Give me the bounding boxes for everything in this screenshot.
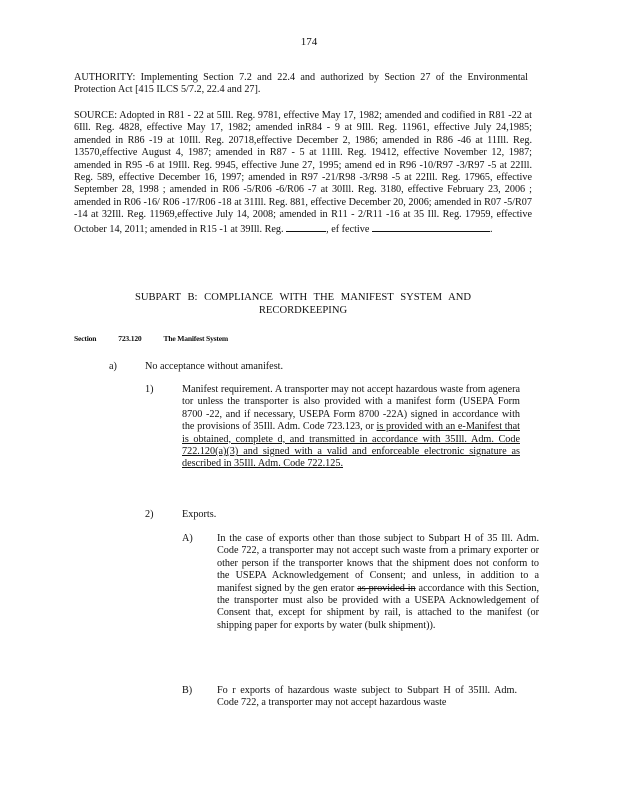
subpart-heading (74, 291, 532, 317)
subpart-line-1: SUBPART B: COMPLIANCE WITH THE MANIFEST SYSTEM AND (134, 292, 472, 303)
para-a2A-struck-text: as provided in (357, 582, 416, 594)
authority-note: AUTHORITY: Implementing Section 7.2 and 22.4 and authorized by Section 27 of the Environmental Protection Act [415 ILCS 5/7.2, 22.4 and 27]. (74, 72, 528, 96)
page-number: 174 (300, 36, 318, 48)
para-a2-text: Exports. (182, 509, 217, 520)
section-number: 723.120 (118, 334, 142, 343)
section-title: The Manifest System (163, 334, 229, 343)
source-tail: , ef fective (326, 223, 370, 235)
source-end: . (489, 223, 493, 235)
blank-line (372, 222, 490, 232)
para-a2A-text (217, 533, 539, 632)
section-heading (74, 333, 250, 345)
para-a-label: a) (109, 361, 117, 372)
source-text: SOURCE: Adopted in R81 - 22 at 5Ill. Reg. 9781, effective May 17, 1982; amended and codified in R81 -22 at 6Ill. Reg. 4828, effective May 17, 1982; amended inR84 - 9 at 9Ill. Reg. 11961, effective July 24,1985; amended in R86 -19 at 10Ill. Reg. 20718,effective December 2, 1986; amended in R86 -46 at 11Ill. Reg. 13570,effective August 4, 1987; amended in R87 - 5 at 11Ill. Reg. 19412, effective November 12, 1987; amended in R95 -6 at 19Ill. Reg. 9945, effective June 27, 1995; amend ed in R96 -10/R97 -3/R97 -5 at 22Ill. Reg. 589, effective December 16, 1997; amended in R97 -21/R98 -3/R98 -5 at 22Ill. Reg. 17965, effective September 28, 1998 ; amended in R06 -5/R06 -6/R06 -7 at 30Ill. Reg. 3180, effective February 23, 2006 ; amended in R06 -16/ R06 -17/R06 -18 at 31Ill. Reg. 881, effective December 20, 2006; amended in R07 -5/R07 -14 at 32Ill. Reg. 11969,effective July 14, 2008; amended in R11 - 2/R11 -16 at 35 Ill. Reg. 17959, effective October 14, 2011; amended in R15 -1 at 39Ill. Reg. (74, 110, 532, 235)
para-a2-label: 2) (145, 509, 154, 520)
para-a2A-label: A) (182, 533, 193, 544)
para-a1-inserted-text: is provided with an e-Manifest that is obtained, complete d, and transmitted in accordance with 35Ill. Adm. Code 722.120(a)(3) and signed with a valid and enforceable electronic signature as described in 35Ill. Adm. Code 722.125 (182, 421, 520, 470)
para-a1-end: . (340, 458, 343, 470)
para-a1-plain: Manifest requirement. A transporter may not accept hazardous waste from agenera tor unless the transporter is also provided with a manifest form (USEPA Form 8700 -22, and if necessary, USEPA Form 8700 -22A) signed in accordance with the provisions of 35Ill. Adm. Code 723.123 (182, 384, 520, 433)
para-a-text: No acceptance without amanifest. (145, 361, 284, 372)
source-note (74, 110, 532, 236)
para-a2B-label: B) (182, 685, 193, 696)
blank-line (286, 222, 326, 232)
para-a2A-text-1: In the case of exports other than those subject to Subpart H of 35 Ill. Adm. Code 722, a transporter may not accept such waste from a primary exporter or other person if the transporter knows that the shipment does not conform to the USEPA Acknowledgement of Consent; and unless, in addition to a manifest signed by the gen erator (217, 533, 539, 594)
para-a1-text (182, 384, 520, 471)
para-a2A-text-2: accordance with this Section, the transporter must also be provided with a USEPA Acknowledgement of Consent that, except for shipment by rail, is attached to the manifest (or shipping paper for exports by water (bulk shipment)). (217, 582, 539, 631)
section-label: Section (74, 334, 97, 343)
para-a2B-text: Fo r exports of hazardous waste subject to Subpart H of 35Ill. Adm. Code 722, a transporter may not accept hazardous waste (217, 685, 517, 709)
subpart-line-2: RECORDKEEPING (258, 305, 348, 316)
para-a1-label: 1) (145, 384, 154, 395)
para-a1-plain-2: , or (360, 421, 374, 433)
